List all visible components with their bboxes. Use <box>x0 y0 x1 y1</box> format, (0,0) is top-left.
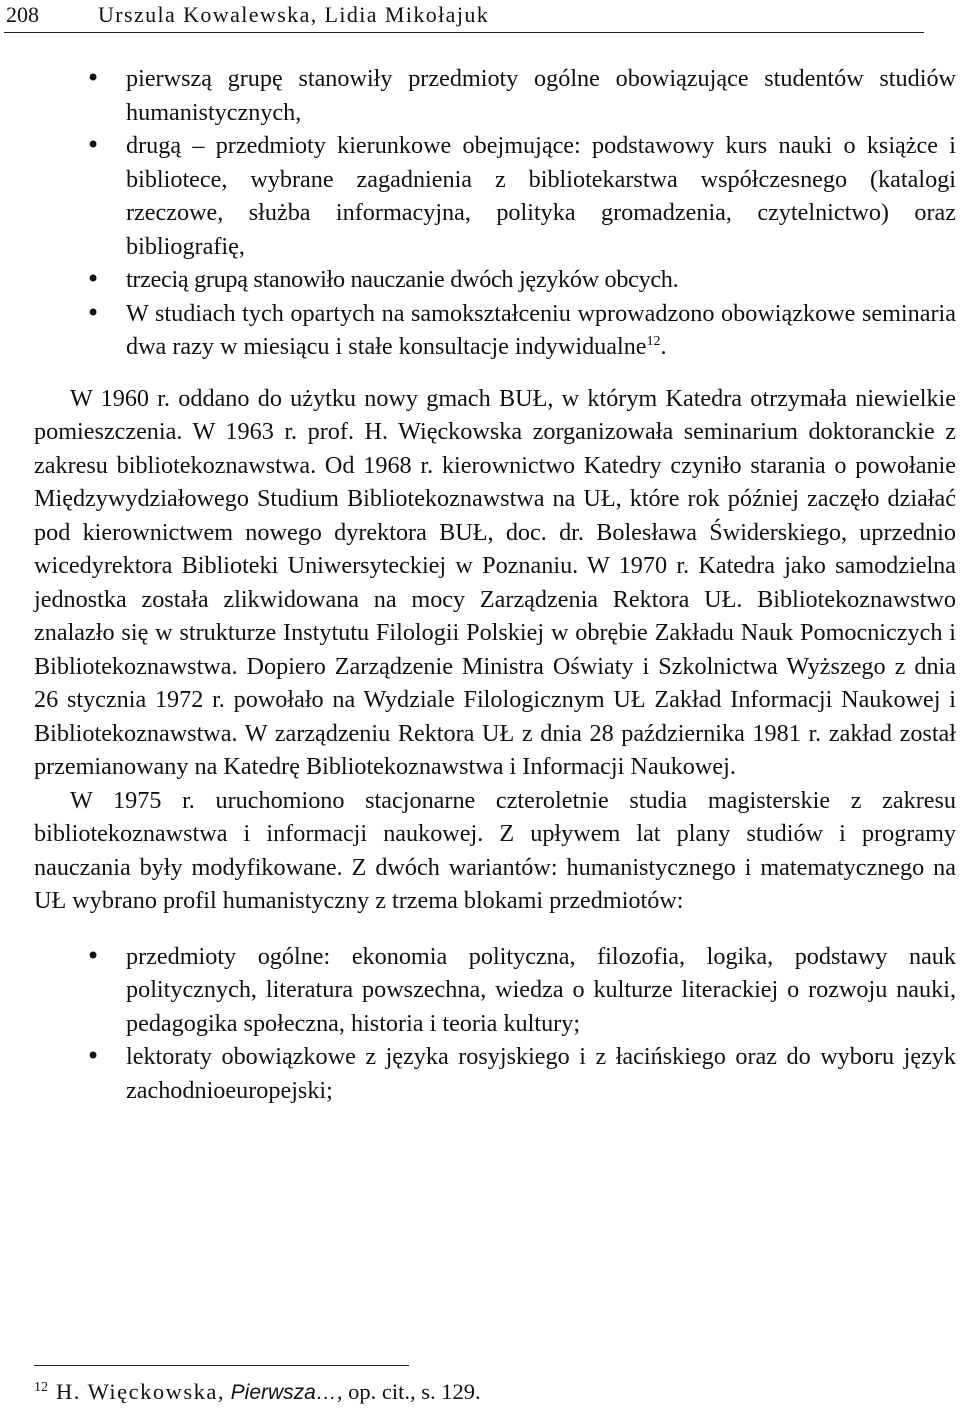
footnote-title: Pierwsza… <box>230 1381 337 1404</box>
list-item-text: W studiach tych opartych na samokształceniu wprowadzono obowiązkowe seminaria dwa razy w miesiącu i stałe konsultacje indywidualne <box>126 299 956 360</box>
list-item: • lektoraty obowiązkowe z języka rosyjskiego i z łacińskiego oraz do wyboru język zachodnioeuropejski; <box>34 1040 956 1107</box>
running-header <box>4 2 924 33</box>
paragraph: W 1975 r. uruchomiono stacjonarne czteroletnie studia magisterskie z zakresu bibliotekoznawstwa i informacji naukowej. Z upływem lat plany studiów i programy nauczania były modyfikowane. Z dwóch wariantów: humanistycznego i matematycznego na UŁ wybrano profil humanistyczny z trzema blokami przedmiotów: <box>34 786 956 914</box>
footnote-reference: 12 <box>646 333 661 349</box>
footnote-number: 12 <box>34 1379 48 1395</box>
list-item: • przedmioty ogólne: ekonomia polityczna, filozofia, logika, podstawy nauk politycznych, literatura powszechna, wiedza o kulturze literackiej o rozwoju nauki, pedagogika społeczna, historia i teoria kultury; <box>34 940 956 1041</box>
list-item: • pierwszą grupę stanowiły przedmioty ogólne obowiązujące studentów studiów humanistycznych, <box>34 62 956 129</box>
footnote-author: H. Więckowska, <box>56 1379 226 1404</box>
paragraph: W 1960 r. oddano do użytku nowy gmach BUŁ, w którym Katedra otrzymała niewielkie pomieszczenia. W 1963 r. prof. H. Więckowska zorganizowała seminarium doktoranckie z zakresu bibliotekoznawstwa. Od 1968 r. kierownictwo Katedry czyniło starania o powołanie Międzywydziałowego Studium Bibliotekoznawstwa na UŁ, które rok później zaczęło działać pod kierownictwem nowego dyrektora BUŁ, doc. dr. Bolesława Świderskiego, uprzednio wicedyrektora Biblioteki Uniwersyteckiej w Poznaniu. W 1970 r. Katedra jako samodzielna jednostka została zlikwidowana na mocy Zarządzenia Rektora UŁ. Bibliotekoznawstwo znalazło się w strukturze Instytutu Filologii Polskiej w obrębie Zakładu Nauk Pomocniczych i Bibliotekoznawstwa. Dopiero Zarządzenie Ministra Oświaty i Szkolnictwa Wyższego z dnia 26 stycznia 1972 r. powołało na Wydziale Filologicznym UŁ Zakład Informacji Naukowej i Bibliotekoznawstwa. W zarządzeniu Rektora UŁ z dnia 28 października 1981 r. zakład został przemianowany na Katedrę Bibliotekoznawstwa i Informacji Naukowej. <box>34 384 956 780</box>
running-head-authors: Urszula Kowalewska, Lidia Mikołajuk <box>98 2 490 27</box>
main-text <box>34 62 956 1107</box>
list-item: • trzecią grupą stanowiło nauczanie dwóch języków obcych. <box>34 263 956 297</box>
bullet-list-bottom <box>34 940 956 1108</box>
bullet-list-top <box>34 62 956 364</box>
list-item-end: . <box>660 333 667 360</box>
footnote-separator <box>34 1365 409 1366</box>
footnote-citation: , op. cit., s. 129. <box>336 1379 481 1404</box>
list-item: • drugą – przedmioty kierunkowe obejmujące: podstawowy kurs nauki o książce i bibliotece, wybrane zagadnienia z bibliotekarstwa współczesnego (katalogi rzeczowe, służba informacyjna, polityka gromadzenia, czytelnictwo) oraz bibliografię, <box>34 129 956 263</box>
footnote <box>34 1378 934 1407</box>
page-number: 208 <box>6 2 39 27</box>
list-item <box>34 297 956 364</box>
